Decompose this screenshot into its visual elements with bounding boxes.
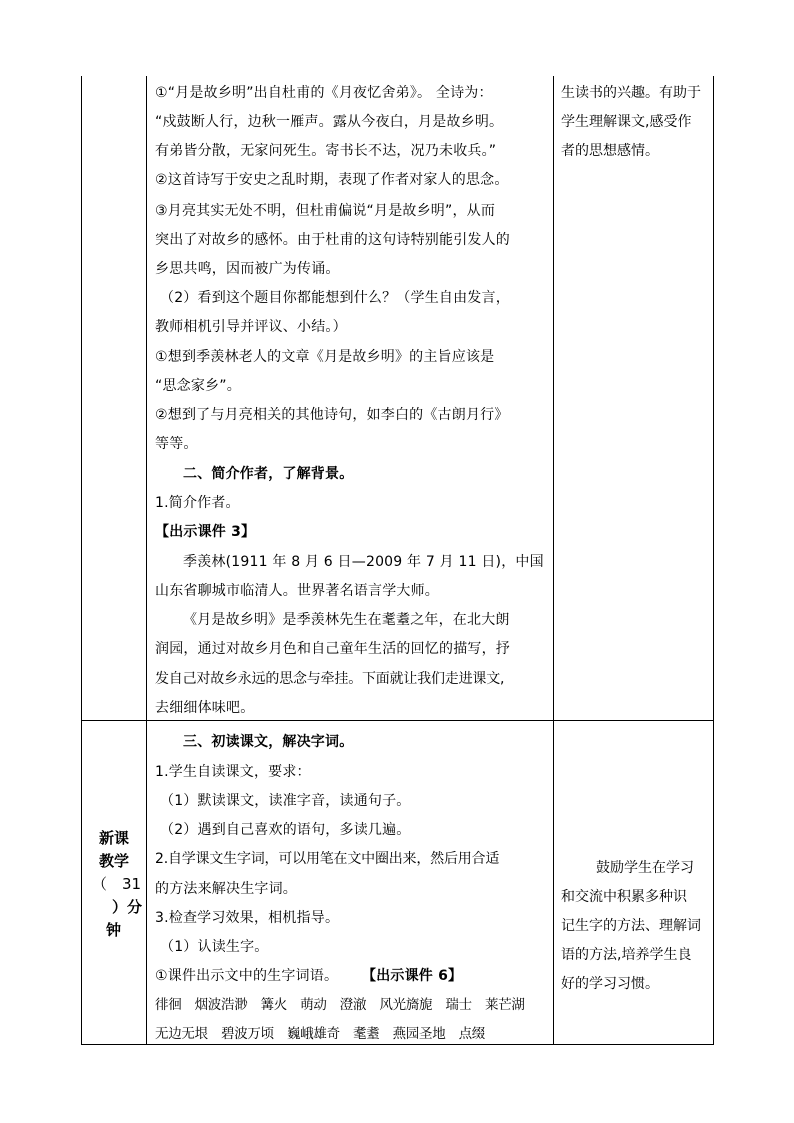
text-line: 1.简介作者。 — [155, 495, 240, 511]
text-line: “思念家乡”。 — [155, 378, 241, 394]
text-line: 3.检查学习效果，相机指导。 — [155, 910, 340, 926]
text-line: 学生理解课文,感受作 — [561, 114, 692, 130]
text-line: ①“月是故乡明”出自杜甫的《月夜忆舍弟》。 全诗为： — [155, 85, 493, 101]
text-line: 山东省聊城市临清人。世界著名语言学大师。 — [155, 583, 439, 599]
stage-text: 钟 — [106, 921, 122, 939]
col-divider-2 — [553, 76, 554, 1045]
table-left-border — [81, 76, 82, 1045]
text-line: ②这首诗写于安史之乱时期，表现了作者对家人的思念。 — [155, 172, 509, 188]
text-line: ①课件出示文中的生字词语。 — [155, 968, 339, 984]
text-line: 润园，通过对故乡月色和自己童年生活的回忆的描写，抒 — [155, 641, 510, 657]
section-heading: 三、初读课文，解决字词。 — [183, 734, 354, 750]
text-line: 乡思共鸣，因而被广为传诵。 — [155, 261, 340, 277]
text-line: 等等。 — [155, 436, 198, 452]
text-line: 者的思想感情。 — [561, 143, 659, 159]
table-bottom-border — [81, 1044, 714, 1045]
text-line: 教师相机引导并评议、小结。） — [155, 319, 347, 335]
text-line: 语的方法,培养学生良 — [561, 947, 692, 963]
col-divider-1 — [146, 76, 147, 1045]
text-line: 的方法来解决生字词。 — [155, 881, 297, 897]
text-line: “戍鼓断人行，边秋一雁声。露从今夜白，月是故乡明。 — [155, 114, 504, 130]
text-line: 《月是故乡明》是季羡林先生在耄耋之年，在北大朗 — [183, 612, 510, 628]
text-line: 生读书的兴趣。有助于 — [561, 85, 701, 101]
text-line: ①想到季羡林老人的文章《月是故乡明》的主旨应该是 — [155, 349, 495, 365]
text-line: 1.学生自读课文，要求： — [155, 764, 311, 780]
text-line: 突出了对故乡的感怀。由于杜甫的这句诗特别能引发人的 — [155, 232, 510, 248]
courseware-label: 【出示课件 6】 — [362, 968, 463, 984]
text-line: 好的学习习惯。 — [561, 976, 659, 992]
text-line: （2）遇到自己喜欢的语句，多读几遍。 — [160, 822, 411, 838]
text-line: （1）认读生字。 — [160, 939, 269, 955]
text-line: 记生字的方法、理解词 — [561, 918, 701, 934]
text-line: ③月亮其实无处不明，但杜甫偏说“月是故乡明”，从而 — [155, 203, 496, 219]
vocab-line: 无边无垠 碧波万顷 巍峨雄奇 耄耋 燕园圣地 点缀 — [155, 1026, 485, 1042]
text-line: 鼓励学生在学习 — [596, 860, 694, 876]
text-line: 和交流中积累多种识 — [561, 889, 687, 905]
vocab-line: 徘徊 烟波浩渺 篝火 萌动 澄澈 风光旖旎 瑞士 莱芒湖 — [155, 997, 525, 1013]
text-line: 有弟皆分散，无家问死生。寄书长不达，况乃未收兵。” — [155, 143, 497, 159]
row-divider — [81, 720, 714, 721]
courseware-label: 【出示课件 3】 — [155, 524, 256, 540]
text-line: 发自己对故乡永远的思念与牵挂。下面就让我们走进课文, — [155, 671, 505, 687]
text-line: （2）看到这个题目你都能想到什么？（学生自由发言， — [160, 290, 510, 306]
stage-text: 新课 — [99, 829, 130, 847]
table-right-border — [713, 76, 714, 1045]
text-line: ②想到了与月亮相关的其他诗句，如李白的《古朗月行》 — [155, 407, 509, 423]
section-heading: 二、简介作者，了解背景。 — [183, 466, 354, 482]
stage-text: （ 31 — [92, 875, 142, 893]
stage-text: ）分 — [112, 898, 143, 916]
text-line: 2.自学课文生字词，可以用笔在文中圈出来，然后用合适 — [155, 851, 500, 867]
text-line: 季羡林(1911 年 8 月 6 日—2009 年 7 月 11 日)，中国 — [183, 554, 544, 570]
text-line: 去细细体味吧。 — [155, 700, 255, 716]
text-line: （1）默读课文，读准字音，读通句子。 — [160, 793, 411, 809]
stage-text: 教学 — [99, 852, 130, 870]
